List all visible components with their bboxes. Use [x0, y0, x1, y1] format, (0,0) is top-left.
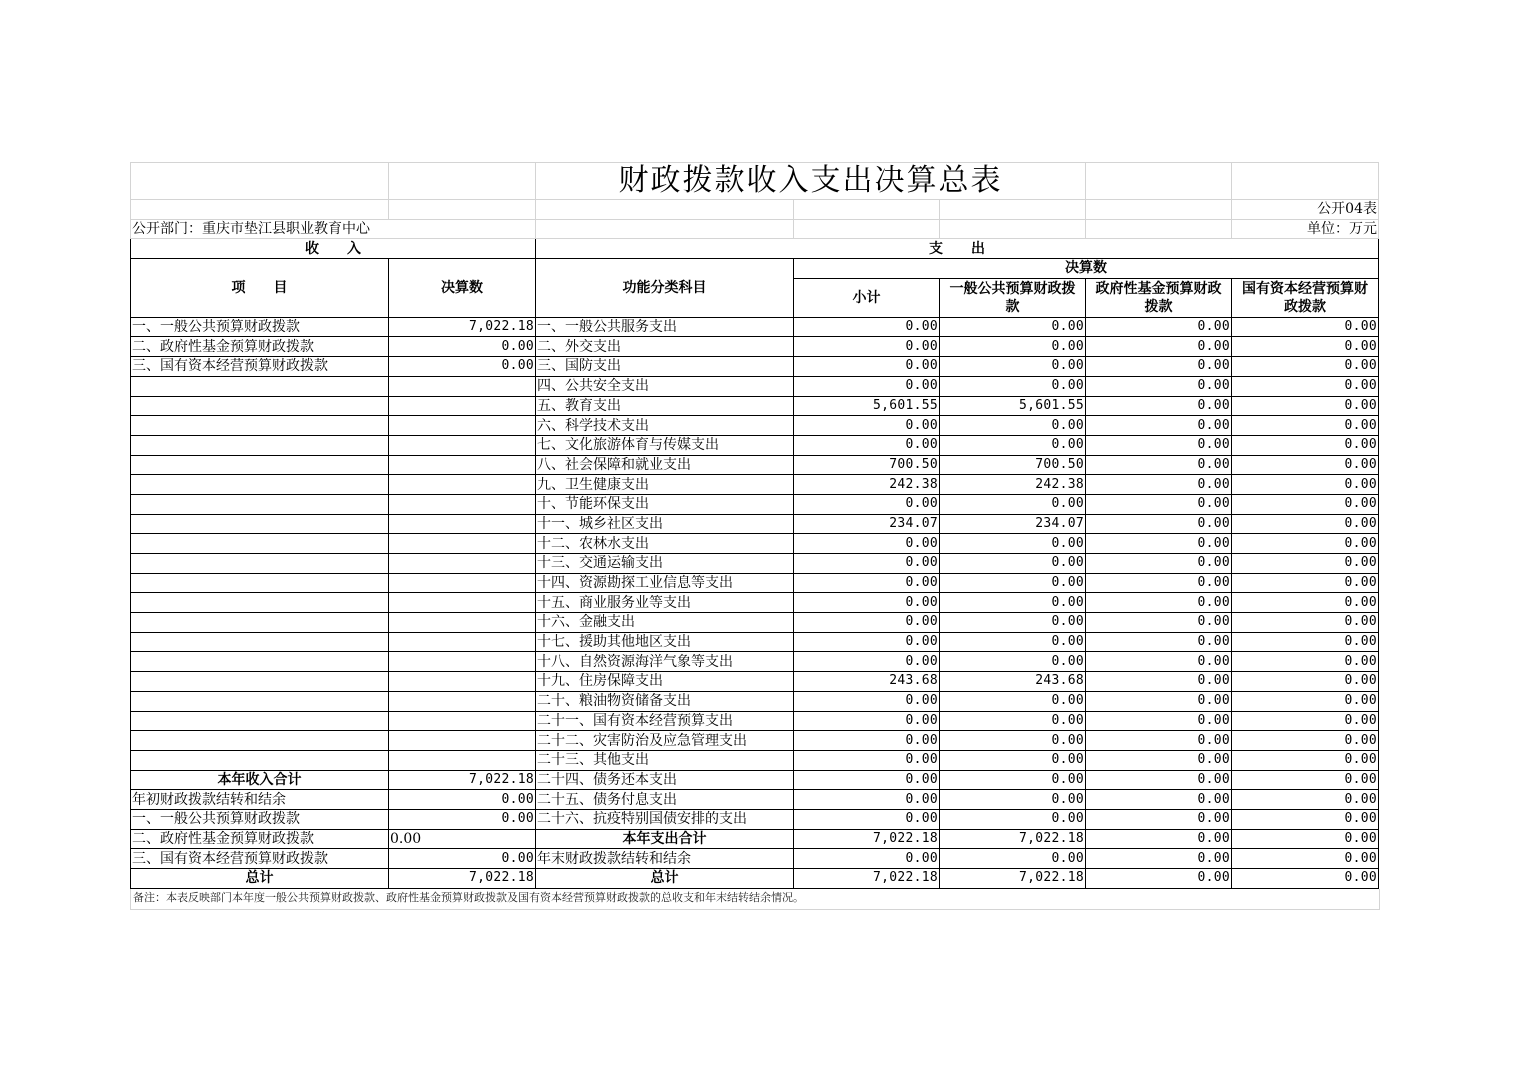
income-item: 二、政府性基金预算财政拨款: [131, 829, 389, 849]
fund-budget-amount: 0.00: [1086, 376, 1232, 396]
income-item: [131, 376, 389, 396]
income-item: 二、政府性基金预算财政拨款: [131, 337, 389, 357]
income-amount: [389, 632, 536, 652]
general-budget-amount: 0.00: [940, 593, 1086, 613]
expense-item: 十九、住房保障支出: [536, 672, 794, 692]
general-budget-amount: 0.00: [940, 711, 1086, 731]
expense-item: 八、社会保障和就业支出: [536, 455, 794, 475]
subtotal-amount: 0.00: [794, 357, 940, 377]
expense-item: 十八、自然资源海洋气象等支出: [536, 652, 794, 672]
subtotal-amount: 0.00: [794, 691, 940, 711]
footnote: 备注：本表反映部门本年度一般公共预算财政拨款、政府性基金预算财政拨款及国有资本经营预算财政拨款的总收支和年末结转结余情况。: [130, 889, 1380, 910]
state-capital-amount: 0.00: [1232, 396, 1379, 416]
income-amount: 7,022.18: [389, 869, 536, 889]
subtotal-amount: 0.00: [794, 632, 940, 652]
income-item: 总计: [131, 869, 389, 889]
income-item: [131, 514, 389, 534]
income-item: [131, 593, 389, 613]
fund-budget-amount: 0.00: [1086, 809, 1232, 829]
fund-budget-amount: 0.00: [1086, 750, 1232, 770]
section-header-row: [131, 239, 1379, 259]
income-amount: [389, 554, 536, 574]
expense-item: 二十、粮油物资储备支出: [536, 691, 794, 711]
expense-item: 二、外交支出: [536, 337, 794, 357]
state-capital-amount: 0.00: [1232, 455, 1379, 475]
income-amount: [389, 514, 536, 534]
state-capital-amount: 0.00: [1232, 829, 1379, 849]
income-amount: [389, 731, 536, 751]
income-item: [131, 691, 389, 711]
expense-header: 支 出: [536, 239, 1379, 259]
table-number: 公开04表: [1232, 200, 1379, 220]
state-capital-amount: 0.00: [1232, 514, 1379, 534]
fund-budget-amount: 0.00: [1086, 613, 1232, 633]
table-row: [131, 849, 1379, 869]
income-amount: [389, 455, 536, 475]
subtotal-amount: 0.00: [794, 416, 940, 436]
income-item: [131, 455, 389, 475]
income-amount: [389, 396, 536, 416]
subtotal-amount: 0.00: [794, 613, 940, 633]
table-row: [131, 809, 1379, 829]
state-capital-amount: 0.00: [1232, 770, 1379, 790]
state-capital-amount: 0.00: [1232, 475, 1379, 495]
expense-item: 二十五、债务付息支出: [536, 790, 794, 810]
general-budget-header: 一般公共预算财政拨款: [940, 278, 1086, 317]
fund-budget-amount: 0.00: [1086, 475, 1232, 495]
expense-item: 十二、农林水支出: [536, 534, 794, 554]
income-amount: 7,022.18: [389, 317, 536, 337]
general-budget-amount: 0.00: [940, 376, 1086, 396]
subtotal-amount: 7,022.18: [794, 869, 940, 889]
general-budget-amount: 0.00: [940, 337, 1086, 357]
subtotal-amount: 5,601.55: [794, 396, 940, 416]
state-capital-amount: 0.00: [1232, 435, 1379, 455]
subtotal-header: 小计: [794, 278, 940, 317]
table-number-row: [131, 200, 1379, 220]
general-budget-amount: 0.00: [940, 416, 1086, 436]
department-row: [131, 219, 1379, 239]
state-capital-amount: 0.00: [1232, 849, 1379, 869]
general-budget-amount: 243.68: [940, 672, 1086, 692]
expense-item: 十五、商业服务业等支出: [536, 593, 794, 613]
fund-budget-amount: 0.00: [1086, 396, 1232, 416]
state-capital-amount: 0.00: [1232, 691, 1379, 711]
final-accounts-table: [130, 162, 1379, 889]
general-budget-amount: 0.00: [940, 790, 1086, 810]
income-item: [131, 672, 389, 692]
income-amount: [389, 475, 536, 495]
fund-budget-amount: 0.00: [1086, 554, 1232, 574]
table-row: [131, 869, 1379, 889]
income-amount: [389, 573, 536, 593]
table-row: [131, 593, 1379, 613]
expense-item: 五、教育支出: [536, 396, 794, 416]
expense-item: 七、文化旅游体育与传媒支出: [536, 435, 794, 455]
state-capital-amount: 0.00: [1232, 711, 1379, 731]
report-sheet: [130, 162, 1378, 910]
state-capital-amount: 0.00: [1232, 632, 1379, 652]
subtotal-amount: 242.38: [794, 475, 940, 495]
table-row: [131, 573, 1379, 593]
subtotal-amount: 0.00: [794, 554, 940, 574]
item-header: 项 目: [131, 259, 389, 318]
general-budget-amount: 0.00: [940, 613, 1086, 633]
table-row: [131, 514, 1379, 534]
subtotal-amount: 0.00: [794, 770, 940, 790]
general-budget-amount: 234.07: [940, 514, 1086, 534]
state-capital-amount: 0.00: [1232, 731, 1379, 751]
income-item: 本年收入合计: [131, 770, 389, 790]
income-amount: [389, 672, 536, 692]
income-amount: 0.00: [389, 829, 536, 849]
subtotal-amount: 0.00: [794, 337, 940, 357]
general-budget-amount: 0.00: [940, 494, 1086, 514]
table-row: [131, 750, 1379, 770]
function-header: 功能分类科目: [536, 259, 794, 318]
state-capital-amount: 0.00: [1232, 357, 1379, 377]
fund-budget-amount: 0.00: [1086, 711, 1232, 731]
income-item: [131, 750, 389, 770]
income-amount: [389, 750, 536, 770]
income-item: [131, 613, 389, 633]
income-amount: 0.00: [389, 337, 536, 357]
income-item: [131, 711, 389, 731]
income-amount: 7,022.18: [389, 770, 536, 790]
fund-budget-amount: 0.00: [1086, 573, 1232, 593]
subtotal-amount: 0.00: [794, 731, 940, 751]
income-item: 三、国有资本经营预算财政拨款: [131, 357, 389, 377]
fund-budget-amount: 0.00: [1086, 869, 1232, 889]
fund-budget-amount: 0.00: [1086, 632, 1232, 652]
subtotal-amount: 0.00: [794, 317, 940, 337]
title-row: [131, 163, 1379, 200]
state-capital-amount: 0.00: [1232, 317, 1379, 337]
state-capital-amount: 0.00: [1232, 494, 1379, 514]
table-row: [131, 416, 1379, 436]
income-item: 三、国有资本经营预算财政拨款: [131, 849, 389, 869]
state-capital-amount: 0.00: [1232, 573, 1379, 593]
subtotal-amount: 0.00: [794, 750, 940, 770]
expense-item: 三、国防支出: [536, 357, 794, 377]
general-budget-amount: 0.00: [940, 435, 1086, 455]
general-budget-amount: 0.00: [940, 632, 1086, 652]
general-budget-amount: 0.00: [940, 809, 1086, 829]
fund-budget-amount: 0.00: [1086, 494, 1232, 514]
expense-item: 本年支出合计: [536, 829, 794, 849]
subtotal-amount: 243.68: [794, 672, 940, 692]
state-capital-amount: 0.00: [1232, 376, 1379, 396]
general-budget-amount: 0.00: [940, 750, 1086, 770]
general-budget-amount: 0.00: [940, 357, 1086, 377]
general-budget-amount: 0.00: [940, 849, 1086, 869]
general-budget-amount: 7,022.18: [940, 829, 1086, 849]
final-amount-header: 决算数: [794, 259, 1379, 279]
income-item: [131, 554, 389, 574]
income-item: [131, 494, 389, 514]
general-budget-amount: 242.38: [940, 475, 1086, 495]
state-capital-amount: 0.00: [1232, 672, 1379, 692]
expense-item: 总计: [536, 869, 794, 889]
fund-budget-amount: 0.00: [1086, 337, 1232, 357]
general-budget-amount: 0.00: [940, 534, 1086, 554]
subtotal-amount: 0.00: [794, 593, 940, 613]
income-amount: [389, 494, 536, 514]
table-row: [131, 790, 1379, 810]
table-row: [131, 691, 1379, 711]
general-budget-amount: 700.50: [940, 455, 1086, 475]
state-capital-amount: 0.00: [1232, 750, 1379, 770]
state-capital-header: 国有资本经营预算财政拨款: [1232, 278, 1379, 317]
expense-item: 二十四、债务还本支出: [536, 770, 794, 790]
fund-budget-amount: 0.00: [1086, 317, 1232, 337]
general-budget-amount: 0.00: [940, 652, 1086, 672]
table-row: [131, 317, 1379, 337]
table-row: [131, 357, 1379, 377]
state-capital-amount: 0.00: [1232, 652, 1379, 672]
subtotal-amount: 700.50: [794, 455, 940, 475]
general-budget-amount: 0.00: [940, 731, 1086, 751]
table-row: [131, 770, 1379, 790]
general-budget-amount: 0.00: [940, 573, 1086, 593]
unit-label: 单位：万元: [1232, 219, 1379, 239]
table-row: [131, 554, 1379, 574]
income-amount: [389, 613, 536, 633]
fund-budget-amount: 0.00: [1086, 691, 1232, 711]
state-capital-amount: 0.00: [1232, 534, 1379, 554]
page-title: 财政拨款收入支出决算总表: [536, 163, 1086, 200]
expense-item: 十一、城乡社区支出: [536, 514, 794, 534]
fund-budget-amount: 0.00: [1086, 829, 1232, 849]
state-capital-amount: 0.00: [1232, 790, 1379, 810]
table-row: [131, 396, 1379, 416]
state-capital-amount: 0.00: [1232, 613, 1379, 633]
fund-budget-amount: 0.00: [1086, 731, 1232, 751]
expense-item: 十、节能环保支出: [536, 494, 794, 514]
income-amount: [389, 652, 536, 672]
subtotal-amount: 0.00: [794, 534, 940, 554]
subtotal-amount: 0.00: [794, 376, 940, 396]
state-capital-amount: 0.00: [1232, 337, 1379, 357]
income-item: 一、一般公共预算财政拨款: [131, 809, 389, 829]
expense-item: 十六、金融支出: [536, 613, 794, 633]
income-item: [131, 731, 389, 751]
fund-budget-amount: 0.00: [1086, 455, 1232, 475]
expense-item: 十七、援助其他地区支出: [536, 632, 794, 652]
income-item: [131, 534, 389, 554]
income-item: [131, 416, 389, 436]
income-amount: 0.00: [389, 849, 536, 869]
income-amount: [389, 711, 536, 731]
department-label: 公开部门：重庆市垫江县职业教育中心: [131, 219, 536, 239]
fund-budget-amount: 0.00: [1086, 534, 1232, 554]
column-header-row: [131, 259, 1379, 279]
fund-budget-amount: 0.00: [1086, 770, 1232, 790]
income-item: 一、一般公共预算财政拨款: [131, 317, 389, 337]
table-row: [131, 337, 1379, 357]
income-item: [131, 435, 389, 455]
table-row: [131, 534, 1379, 554]
expense-item: 二十六、抗疫特别国债安排的支出: [536, 809, 794, 829]
state-capital-amount: 0.00: [1232, 869, 1379, 889]
income-amount: [389, 691, 536, 711]
subtotal-amount: 7,022.18: [794, 829, 940, 849]
expense-item: 六、科学技术支出: [536, 416, 794, 436]
fund-budget-amount: 0.00: [1086, 652, 1232, 672]
fund-budget-amount: 0.00: [1086, 790, 1232, 810]
table-row: [131, 829, 1379, 849]
subtotal-amount: 0.00: [794, 494, 940, 514]
subtotal-amount: 0.00: [794, 711, 940, 731]
fund-budget-amount: 0.00: [1086, 672, 1232, 692]
income-amount: [389, 593, 536, 613]
table-row: [131, 652, 1379, 672]
income-amount: [389, 534, 536, 554]
table-row: [131, 475, 1379, 495]
general-budget-amount: 0.00: [940, 691, 1086, 711]
state-capital-amount: 0.00: [1232, 593, 1379, 613]
income-amount: 0.00: [389, 790, 536, 810]
expense-item: 四、公共安全支出: [536, 376, 794, 396]
expense-item: 十三、交通运输支出: [536, 554, 794, 574]
fund-budget-amount: 0.00: [1086, 514, 1232, 534]
income-item: 年初财政拨款结转和结余: [131, 790, 389, 810]
subtotal-amount: 0.00: [794, 652, 940, 672]
fund-budget-header: 政府性基金预算财政拨款: [1086, 278, 1232, 317]
income-item: [131, 652, 389, 672]
state-capital-amount: 0.00: [1232, 554, 1379, 574]
general-budget-amount: 0.00: [940, 317, 1086, 337]
expense-item: 十四、资源勘探工业信息等支出: [536, 573, 794, 593]
table-row: [131, 376, 1379, 396]
subtotal-amount: 0.00: [794, 809, 940, 829]
table-row: [131, 672, 1379, 692]
income-amount: [389, 435, 536, 455]
table-row: [131, 494, 1379, 514]
general-budget-amount: 7,022.18: [940, 869, 1086, 889]
table-row: [131, 435, 1379, 455]
state-capital-amount: 0.00: [1232, 416, 1379, 436]
income-item: [131, 632, 389, 652]
income-amount: 0.00: [389, 357, 536, 377]
fund-budget-amount: 0.00: [1086, 416, 1232, 436]
expense-item: 二十二、灾害防治及应急管理支出: [536, 731, 794, 751]
table-row: [131, 731, 1379, 751]
expense-item: 一、一般公共服务支出: [536, 317, 794, 337]
income-amount: [389, 376, 536, 396]
income-header: 收 入: [131, 239, 536, 259]
income-item: [131, 573, 389, 593]
state-capital-amount: 0.00: [1232, 809, 1379, 829]
fund-budget-amount: 0.00: [1086, 849, 1232, 869]
fund-budget-amount: 0.00: [1086, 357, 1232, 377]
subtotal-amount: 0.00: [794, 573, 940, 593]
subtotal-amount: 0.00: [794, 849, 940, 869]
table-row: [131, 613, 1379, 633]
general-budget-amount: 0.00: [940, 554, 1086, 574]
income-item: [131, 475, 389, 495]
table-row: [131, 632, 1379, 652]
expense-item: 九、卫生健康支出: [536, 475, 794, 495]
income-amount: [389, 416, 536, 436]
general-budget-amount: 5,601.55: [940, 396, 1086, 416]
expense-item: 年末财政拨款结转和结余: [536, 849, 794, 869]
subtotal-amount: 234.07: [794, 514, 940, 534]
amount-header: 决算数: [389, 259, 536, 318]
fund-budget-amount: 0.00: [1086, 593, 1232, 613]
table-row: [131, 711, 1379, 731]
general-budget-amount: 0.00: [940, 770, 1086, 790]
fund-budget-amount: 0.00: [1086, 435, 1232, 455]
subtotal-amount: 0.00: [794, 790, 940, 810]
income-amount: 0.00: [389, 809, 536, 829]
expense-item: 二十三、其他支出: [536, 750, 794, 770]
subtotal-amount: 0.00: [794, 435, 940, 455]
income-item: [131, 396, 389, 416]
expense-item: 二十一、国有资本经营预算支出: [536, 711, 794, 731]
table-row: [131, 455, 1379, 475]
